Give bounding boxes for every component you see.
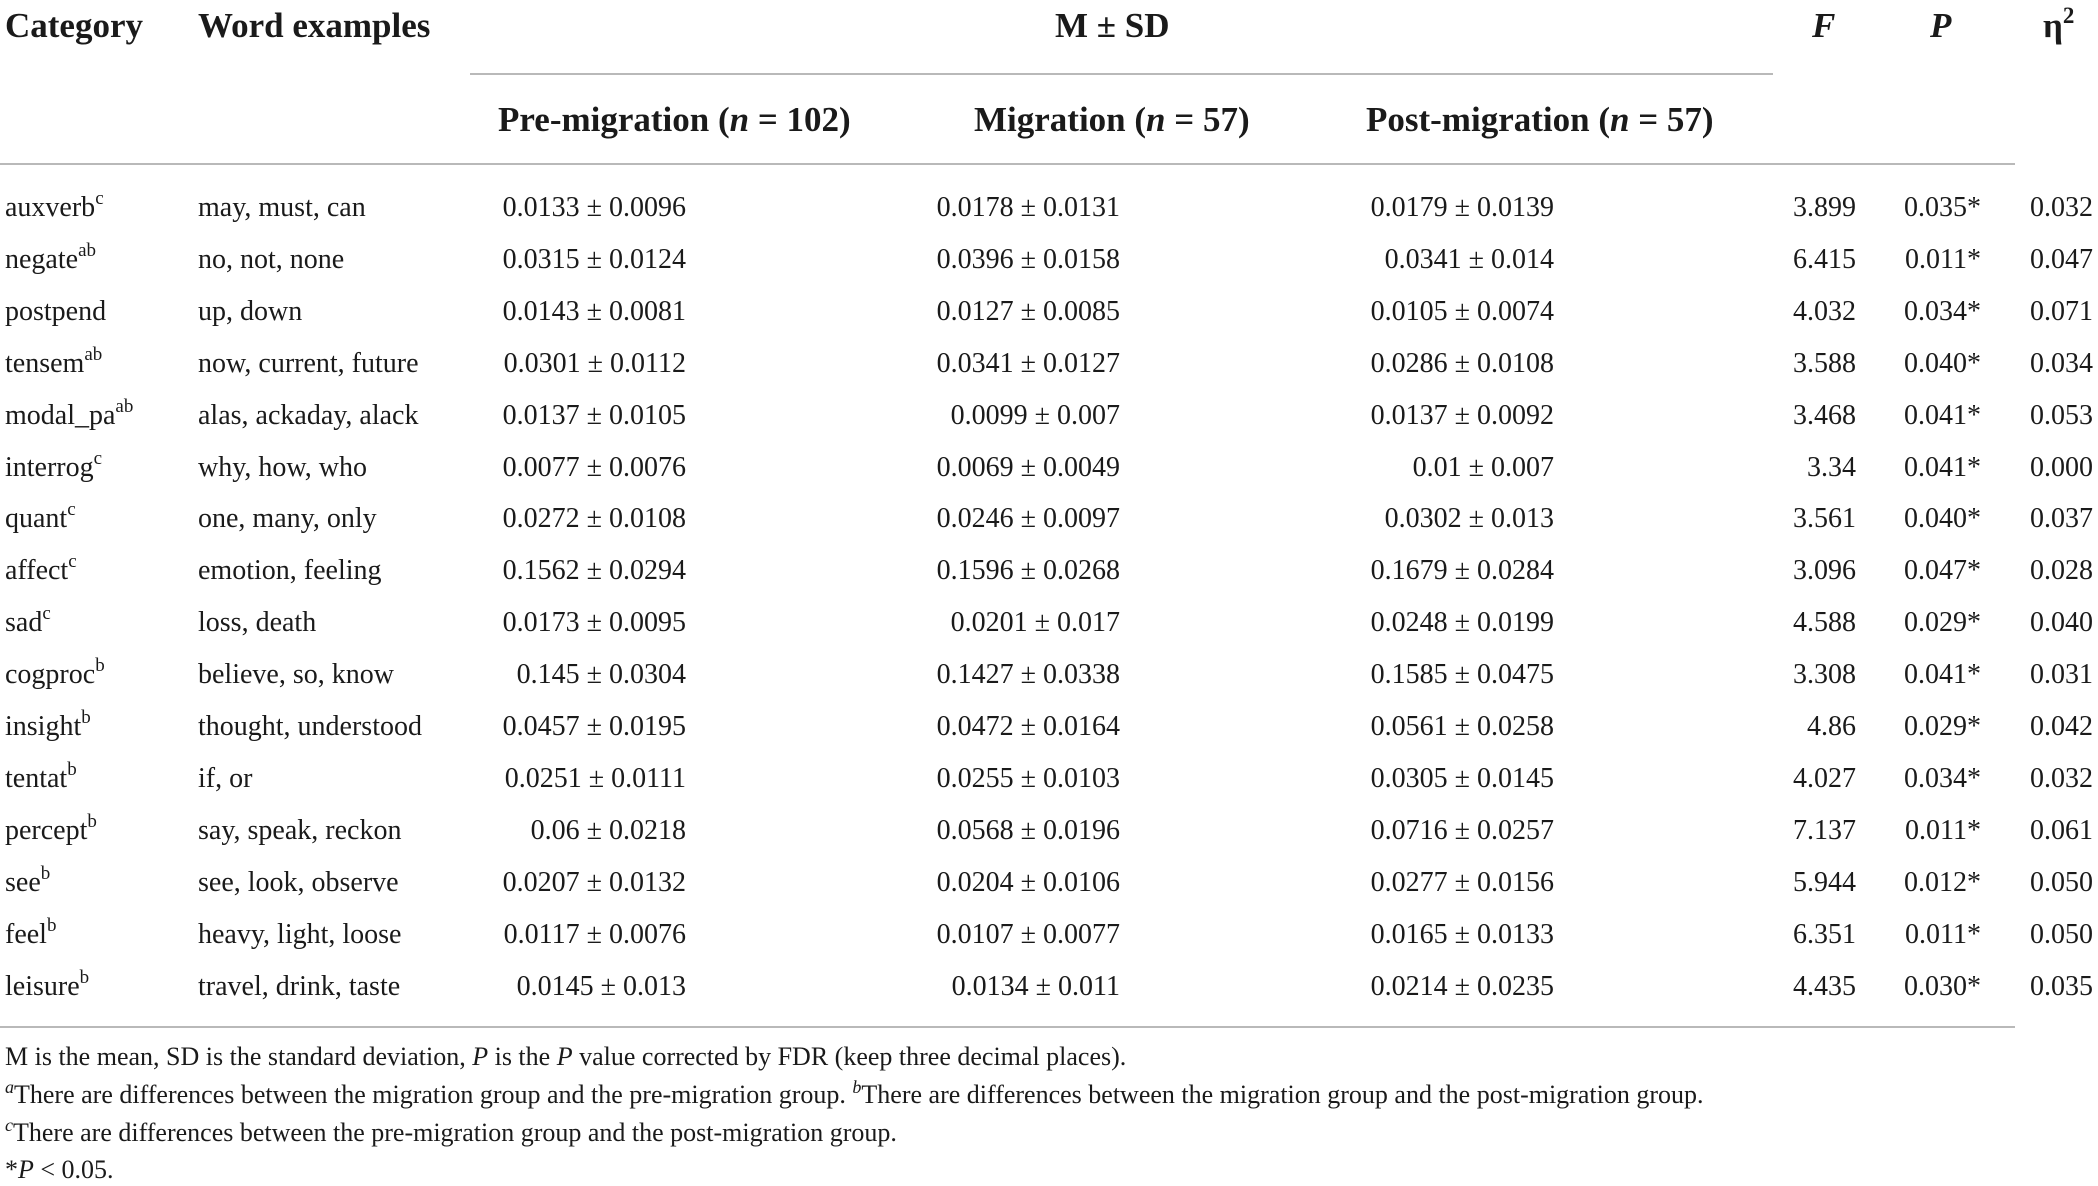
category-superscript: c: [95, 188, 104, 209]
eta-value: 0.053: [2030, 399, 2093, 431]
fn2-sup-b: b: [852, 1077, 862, 1097]
migration-value: 0.0255 ± 0.0103: [936, 762, 1120, 794]
fn2-b: There are differences between the migration group and the post-migration group.: [861, 1080, 1704, 1109]
category-superscript: b: [79, 966, 90, 988]
header-bottom-line: [0, 163, 2015, 165]
p-value: 0.034*: [1904, 295, 1981, 327]
header-post-count: = 57): [1629, 100, 1714, 139]
p-value: 0.035*: [1904, 192, 1981, 223]
pre-value: 0.06 ± 0.0218: [530, 814, 686, 846]
p-value: 0.047*: [1904, 555, 1981, 587]
migration-value: 0.0341 ± 0.0127: [936, 347, 1120, 379]
category-name: modal_pa: [5, 399, 116, 431]
post-value: 0.0105 ± 0.0074: [1370, 295, 1554, 327]
header-eta-label: η: [2043, 6, 2063, 45]
header-mig-count: = 57): [1165, 100, 1250, 139]
header-subline: [470, 73, 1773, 75]
table-row: [0, 545, 2098, 597]
category-cell: [5, 597, 51, 649]
f-value: 3.468: [1793, 399, 1856, 431]
pre-value: 0.0077 ± 0.0076: [502, 451, 686, 483]
eta-value: 0.047: [2030, 243, 2093, 275]
category-name: negate: [5, 243, 79, 275]
p-value: 0.040*: [1904, 347, 1981, 379]
migration-value: 0.0201 ± 0.017: [950, 607, 1120, 639]
category-cell: [5, 805, 97, 857]
table-row: [0, 390, 2098, 442]
header-pre-migration: [498, 100, 851, 140]
post-value: 0.0716 ± 0.0257: [1370, 814, 1554, 846]
post-value: 0.0302 ± 0.013: [1384, 503, 1554, 535]
eta-value: 0.032: [2030, 762, 2093, 794]
table-row: [0, 805, 2098, 857]
f-value: 6.351: [1793, 918, 1856, 950]
fn4-star: *: [5, 1155, 18, 1184]
header-post-n: n: [1609, 100, 1630, 139]
category-superscript: b: [67, 758, 77, 780]
footnote-significance: [5, 1155, 114, 1185]
post-value: 0.0341 ± 0.014: [1384, 243, 1554, 275]
table-row: [0, 182, 2098, 234]
migration-value: 0.0127 ± 0.0085: [936, 295, 1120, 327]
word-examples-cell: believe, so, know: [198, 659, 394, 691]
category-name: leisure: [5, 970, 80, 1002]
category-superscript: ab: [115, 395, 134, 417]
table-bottom-line: [0, 1026, 2015, 1028]
category-superscript: b: [87, 810, 97, 832]
f-value: 7.137: [1793, 814, 1856, 846]
p-value: 0.011*: [1905, 918, 1981, 950]
eta-value: 0.000: [2030, 451, 2093, 483]
post-value: 0.0286 ± 0.0108: [1370, 347, 1554, 379]
word-examples-cell: one, many, only: [198, 503, 377, 535]
table-row: [0, 286, 2098, 338]
category-name: insight: [5, 711, 82, 742]
f-value: 4.435: [1793, 970, 1856, 1002]
migration-value: 0.1427 ± 0.0338: [936, 659, 1120, 691]
post-value: 0.0137 ± 0.0092: [1370, 399, 1554, 431]
word-examples-cell: why, how, who: [198, 451, 368, 483]
migration-value: 0.0472 ± 0.0164: [936, 711, 1120, 742]
fn1-b: is the: [488, 1042, 557, 1071]
eta-value: 0.031: [2030, 659, 2093, 691]
post-value: 0.0561 ± 0.0258: [1370, 711, 1554, 742]
p-value: 0.041*: [1904, 399, 1981, 431]
category-cell: [5, 493, 76, 545]
fn1-p2: P: [556, 1042, 573, 1071]
f-value: 3.308: [1793, 659, 1856, 691]
p-value: 0.030*: [1904, 970, 1981, 1002]
f-value: 4.588: [1793, 607, 1856, 639]
f-value: 4.027: [1793, 762, 1856, 794]
pre-value: 0.0301 ± 0.0112: [503, 347, 686, 379]
fn3-sup: c: [5, 1115, 13, 1135]
pre-value: 0.0251 ± 0.0111: [504, 762, 686, 794]
p-value: 0.011*: [1905, 814, 1981, 846]
category-name: interrog: [5, 451, 94, 483]
category-cell: [5, 390, 133, 442]
eta-value: 0.034: [2030, 347, 2093, 379]
category-cell: [5, 857, 50, 909]
header-eta: [2043, 3, 2075, 46]
category-cell: [5, 649, 105, 701]
p-value: 0.034*: [1904, 762, 1981, 794]
category-cell: [5, 286, 106, 338]
f-value: 3.34: [1807, 451, 1856, 483]
word-examples-cell: may, must, can: [198, 192, 366, 223]
category-cell: [5, 442, 102, 494]
fn2-sup-a: a: [5, 1077, 14, 1097]
word-examples-cell: thought, understood: [198, 711, 422, 742]
migration-value: 0.0204 ± 0.0106: [936, 866, 1120, 898]
fn1-a: M is the mean, SD is the standard deviation,: [5, 1042, 473, 1071]
word-examples-cell: loss, death: [198, 607, 317, 639]
category-name: percept: [5, 814, 88, 846]
eta-value: 0.061: [2030, 814, 2093, 846]
eta-value: 0.050: [2030, 866, 2093, 898]
header-pre-n: n: [729, 100, 750, 139]
post-value: 0.0277 ± 0.0156: [1370, 866, 1554, 898]
table-row: [0, 338, 2098, 390]
category-cell: [5, 338, 102, 390]
f-value: 5.944: [1793, 866, 1856, 898]
pre-value: 0.0117 ± 0.0076: [503, 918, 686, 950]
category-superscript: c: [67, 499, 76, 521]
pre-value: 0.0137 ± 0.0105: [502, 399, 686, 431]
p-value: 0.029*: [1904, 711, 1981, 742]
fn2-a: There are differences between the migration group and the pre-migration group.: [14, 1080, 853, 1109]
post-value: 0.0179 ± 0.0139: [1370, 192, 1554, 223]
fn3-text: There are differences between the pre-migration group and the post-migration group.: [13, 1118, 897, 1147]
pre-value: 0.1562 ± 0.0294: [502, 555, 686, 587]
migration-value: 0.0246 ± 0.0097: [936, 503, 1120, 535]
header-post-text: Post-migration (: [1366, 100, 1610, 139]
footnote-c: [5, 1115, 897, 1148]
pre-value: 0.145 ± 0.0304: [516, 659, 686, 691]
header-f: [1812, 6, 1835, 46]
pre-value: 0.0143 ± 0.0081: [502, 295, 686, 327]
category-name: postpend: [5, 295, 107, 327]
f-value: 4.032: [1793, 295, 1856, 327]
category-name: tentat: [5, 762, 68, 794]
category-cell: [5, 909, 56, 961]
category-superscript: c: [68, 551, 77, 573]
category-superscript: ab: [78, 239, 96, 261]
table-row: [0, 234, 2098, 286]
post-value: 0.1585 ± 0.0475: [1370, 659, 1554, 691]
pre-value: 0.0315 ± 0.0124: [502, 243, 686, 275]
header-p-label: P: [1930, 6, 1952, 45]
p-value: 0.040*: [1904, 503, 1981, 535]
table-row: [0, 961, 2098, 1013]
pre-value: 0.0272 ± 0.0108: [502, 503, 686, 535]
word-examples-cell: up, down: [198, 295, 303, 327]
post-value: 0.0305 ± 0.0145: [1370, 762, 1554, 794]
word-examples-cell: now, current, future: [198, 347, 419, 379]
fn1-c: value corrected by FDR (keep three decimal places).: [572, 1042, 1127, 1071]
category-cell: [5, 182, 104, 234]
eta-value: 0.042: [2030, 711, 2093, 742]
category-superscript: c: [93, 447, 103, 469]
post-value: 0.0214 ± 0.0235: [1370, 970, 1554, 1002]
p-value: 0.041*: [1904, 451, 1981, 483]
post-value: 0.1679 ± 0.0284: [1370, 555, 1554, 587]
word-examples-cell: travel, drink, taste: [198, 970, 401, 1002]
pre-value: 0.0173 ± 0.0095: [502, 607, 686, 639]
migration-value: 0.0134 ± 0.011: [951, 970, 1120, 1002]
migration-value: 0.0099 ± 0.007: [950, 399, 1120, 431]
header-migration: [974, 100, 1250, 140]
header-mig-text: Migration (: [974, 100, 1147, 139]
pre-value: 0.0457 ± 0.0195: [502, 711, 686, 742]
footnote-definitions: [5, 1042, 1126, 1072]
eta-value: 0.028: [2030, 555, 2093, 587]
category-name: affect: [5, 555, 69, 587]
eta-value: 0.037: [2030, 503, 2093, 535]
table-row: [0, 753, 2098, 805]
table-row: [0, 597, 2098, 649]
table-row: [0, 701, 2098, 753]
header-word-examples: Word examples: [198, 6, 431, 45]
word-examples-cell: no, not, none: [198, 243, 345, 275]
f-value: 6.415: [1793, 243, 1856, 275]
post-value: 0.0165 ± 0.0133: [1370, 918, 1554, 950]
header-post-migration: [1366, 100, 1714, 140]
category-name: tensem: [5, 347, 85, 379]
f-value: 3.096: [1793, 555, 1856, 587]
eta-value: 0.071: [2030, 295, 2093, 327]
word-examples-cell: emotion, feeling: [198, 555, 382, 587]
eta-value: 0.035: [2030, 970, 2093, 1002]
post-value: 0.0248 ± 0.0199: [1370, 607, 1554, 639]
header-category: Category: [5, 6, 144, 45]
table-row: [0, 442, 2098, 494]
p-value: 0.011*: [1905, 243, 1981, 275]
table-row: [0, 493, 2098, 545]
table-row: [0, 857, 2098, 909]
p-value: 0.012*: [1904, 866, 1981, 898]
category-name: cogproc: [5, 659, 96, 691]
table-row: [0, 649, 2098, 701]
category-cell: [5, 545, 77, 597]
word-examples-cell: alas, ackaday, alack: [198, 399, 419, 431]
migration-value: 0.0107 ± 0.0077: [936, 918, 1120, 950]
post-value: 0.01 ± 0.007: [1412, 451, 1554, 483]
category-superscript: b: [46, 914, 57, 936]
header-pre-text: Pre-migration (: [498, 100, 730, 139]
migration-value: 0.0069 ± 0.0049: [936, 451, 1120, 483]
fn4-p: P: [18, 1155, 34, 1184]
category-name: auxverb: [5, 192, 96, 223]
header-eta-sup: 2: [2062, 3, 2075, 28]
category-cell: [5, 234, 96, 286]
category-cell: [5, 961, 89, 1013]
category-name: feel: [5, 918, 47, 950]
migration-value: 0.0178 ± 0.0131: [936, 192, 1120, 223]
category-cell: [5, 701, 91, 753]
category-name: quant: [5, 503, 68, 535]
category-name: see: [5, 866, 41, 898]
footnote-a-b: [5, 1077, 1704, 1110]
table-row: [0, 909, 2098, 961]
category-superscript: c: [42, 603, 51, 625]
category-superscript: b: [81, 707, 91, 728]
header-mig-n: n: [1146, 100, 1166, 139]
pre-value: 0.0145 ± 0.013: [516, 970, 686, 1002]
f-value: 3.561: [1793, 503, 1856, 535]
word-examples-cell: if, or: [198, 762, 253, 794]
header-f-label: F: [1812, 6, 1836, 45]
header-m-sd: M ± SD: [1055, 6, 1170, 45]
eta-value: 0.050: [2030, 918, 2093, 950]
category-superscript: b: [40, 862, 51, 884]
category-cell: [5, 753, 77, 805]
eta-value: 0.040: [2030, 607, 2093, 639]
category-superscript: ab: [84, 343, 103, 365]
fn4-text: < 0.05.: [33, 1155, 114, 1184]
f-value: 3.588: [1793, 347, 1856, 379]
p-value: 0.041*: [1904, 659, 1981, 691]
migration-value: 0.1596 ± 0.0268: [936, 555, 1120, 587]
header-p: [1930, 6, 1951, 46]
word-examples-cell: heavy, light, loose: [198, 918, 402, 950]
word-examples-cell: see, look, observe: [198, 866, 399, 898]
pre-value: 0.0133 ± 0.0096: [502, 192, 686, 223]
word-examples-cell: say, speak, reckon: [198, 814, 402, 846]
category-name: sad: [5, 607, 43, 639]
migration-value: 0.0568 ± 0.0196: [936, 814, 1120, 846]
category-superscript: b: [95, 655, 105, 677]
fn1-p1: P: [472, 1042, 489, 1071]
p-value: 0.029*: [1904, 607, 1981, 639]
f-value: 4.86: [1807, 711, 1856, 742]
f-value: 3.899: [1793, 192, 1856, 223]
pre-value: 0.0207 ± 0.0132: [502, 866, 686, 898]
header-pre-count: = 102): [749, 100, 851, 139]
eta-value: 0.032: [2030, 192, 2093, 223]
migration-value: 0.0396 ± 0.0158: [936, 243, 1120, 275]
